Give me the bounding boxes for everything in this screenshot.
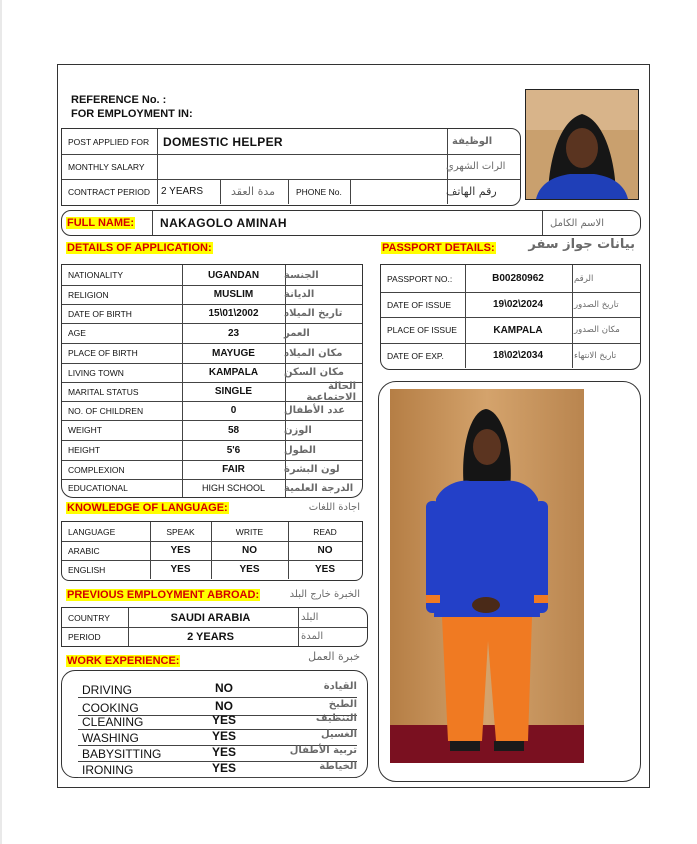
passport-value-3: 18\02\2034: [492, 350, 544, 361]
work-title-ar: خبرة العمل: [308, 650, 360, 663]
language-row-0: [62, 541, 362, 561]
previous-label-1: PERIOD: [68, 631, 101, 642]
portrait-illustration: [526, 90, 638, 199]
passport-label-3: DATE OF EXP.: [387, 350, 444, 361]
language-divider-0-3: [288, 541, 289, 560]
work-ar-5: الخياطة: [319, 761, 357, 772]
reference-label: REFERENCE No. :: [71, 94, 167, 106]
portrait-photo: [525, 89, 639, 200]
application-value-8: 58: [227, 424, 240, 436]
passport-row-0: [381, 265, 640, 293]
passport-label-2: PLACE OF ISSUE: [387, 325, 457, 335]
application-ar-3: العمر: [284, 327, 310, 339]
post-value: DOMESTIC HELPER: [163, 134, 283, 149]
post-label: POST APPLIED FOR: [68, 136, 150, 147]
work-underline-5: [78, 777, 357, 778]
passport-ar-0: الرقم: [574, 273, 594, 284]
application-value-1: MUSLIM: [213, 289, 254, 300]
language-lang-0: ARABIC: [68, 545, 100, 556]
passport-row-2: [381, 317, 640, 344]
application-value-7: 0: [230, 405, 237, 416]
employment-label: FOR EMPLOYMENT IN:: [71, 108, 193, 120]
language-title-wrap: [66, 502, 229, 514]
phone-label: PHONE No.: [296, 186, 342, 197]
passport-value-1: 19\02\2024: [492, 299, 544, 310]
application-label-7: NO. OF CHILDREN: [68, 405, 144, 416]
application-ar-8: الوزن: [284, 424, 312, 436]
application-ar-10: لون البشرة: [284, 464, 340, 475]
application-label-8: WEIGHT: [68, 425, 102, 435]
post-row: [62, 129, 520, 155]
application-row-10: [62, 460, 362, 480]
application-label-6: MARITAL STATUS: [68, 386, 139, 397]
salary-ar: الرات الشهري: [446, 161, 506, 172]
application-value-10: FAIR: [222, 464, 245, 475]
previous-label-0: COUNTRY: [68, 612, 110, 623]
application-label-0: NATIONALITY: [68, 270, 124, 280]
work-value-5: YES: [212, 761, 237, 775]
application-label-1: RELIGION: [68, 289, 109, 300]
language-lang-1: ENGLISH: [68, 564, 106, 575]
contract-row: [62, 179, 520, 204]
previous-title-wrap: [66, 589, 260, 601]
phone-ar: رقم الهاتف: [446, 185, 497, 198]
application-ar-6: الحالة الاجتماعية: [306, 380, 356, 403]
passport-table: [380, 264, 641, 370]
language-speak-0: YES: [170, 545, 191, 556]
application-ar-1: الديانة: [284, 289, 315, 300]
work-ar-4: تربية الأطفال: [289, 745, 357, 756]
application-row-9: [62, 440, 362, 461]
work-value-0: NO: [215, 681, 233, 695]
application-value-5: KAMPALA: [208, 367, 259, 378]
passport-row-3: [381, 343, 640, 368]
previous-table: [61, 607, 368, 647]
full-name-box: [61, 210, 641, 236]
application-ar-11: الدرجة العلمية: [284, 482, 354, 494]
previous-divider-b-0: [298, 608, 299, 627]
application-ar-7: عدد الأطفال: [284, 405, 346, 416]
work-label-4: BABYSITTING: [82, 747, 162, 761]
application-ar-0: الجنسة: [284, 269, 319, 281]
passport-ar-3: تاريخ الانتهاء: [574, 350, 617, 361]
work-title: WORK EXPERIENCE:: [67, 655, 180, 667]
language-header-divider-2: [211, 522, 212, 541]
work-label-5: IRONING: [82, 763, 134, 777]
application-row-3: [62, 323, 362, 344]
passport-title: PASSPORT DETAILS:: [382, 242, 495, 254]
language-header-3: READ: [313, 526, 337, 537]
language-header-1: SPEAK: [166, 526, 195, 537]
full-name-label-wrap: [66, 211, 135, 235]
application-value-3: 23: [227, 327, 240, 339]
application-row-0: [62, 265, 362, 286]
language-title-ar: اجادة اللغات: [308, 502, 360, 513]
application-table: [61, 264, 363, 498]
passport-divider-b-3: [572, 343, 573, 368]
language-divider-0-1: [150, 541, 151, 560]
previous-divider-b-1: [298, 627, 299, 646]
work-ar-0: القيادة: [323, 681, 357, 692]
work-underline-0: [78, 697, 357, 698]
application-title-wrap: [66, 242, 213, 254]
passport-ar-1: تاريخ الصدور: [574, 299, 619, 310]
application-value-0: UGANDAN: [207, 269, 260, 281]
full-body-illustration: [390, 389, 584, 763]
work-label-1: COOKING: [82, 701, 139, 715]
language-write-0: NO: [242, 545, 257, 556]
language-header-2: WRITE: [235, 526, 264, 537]
passport-title-ar: بيانات جواز سفر: [528, 237, 635, 252]
application-row-2: [62, 304, 362, 324]
application-ar-4: مكان الميلاد: [284, 347, 343, 359]
language-divider-1-1: [150, 560, 151, 579]
passport-value-0: B00280962: [492, 273, 544, 284]
work-label-0: DRIVING: [82, 683, 133, 697]
language-header-0: LANGUAGE: [68, 526, 116, 537]
passport-divider-b-1: [572, 292, 573, 317]
full-body-photo: [390, 389, 584, 763]
work-value-2: YES: [212, 713, 237, 727]
work-value-3: YES: [212, 729, 237, 743]
post-ar: الوظيفة: [452, 136, 493, 147]
work-title-wrap: [66, 655, 180, 667]
job-info-box: [61, 128, 521, 206]
application-row-6: [62, 382, 362, 402]
full-name-ar: الاسم الكامل: [550, 217, 605, 229]
language-write-1: YES: [239, 564, 260, 575]
passport-row-1: [381, 292, 640, 318]
application-ar-9: الطول: [284, 444, 316, 456]
application-ar-5: مكان السكن: [284, 367, 344, 378]
language-header-row: [62, 522, 362, 542]
application-row-4: [62, 343, 362, 364]
language-read-0: NO: [317, 545, 333, 556]
previous-ar-1: المدة: [301, 631, 324, 642]
work-label-2: CLEANING: [82, 715, 144, 729]
passport-value-2: KAMPALA: [493, 324, 543, 336]
application-value-9: 5'6: [226, 444, 241, 456]
application-row-7: [62, 401, 362, 421]
previous-ar-0: البلد: [301, 612, 319, 623]
work-value-1: NO: [215, 699, 233, 713]
work-table: [61, 670, 368, 778]
language-header-divider-1: [150, 522, 151, 541]
application-label-11: EDUCATIONAL: [68, 483, 128, 493]
full-name-value: NAKAGOLO AMINAH: [160, 216, 287, 230]
application-label-3: AGE: [68, 328, 86, 338]
application-row-1: [62, 285, 362, 305]
passport-divider-b-2: [572, 317, 573, 343]
language-title: KNOWLEDGE OF LANGUAGE:: [67, 502, 228, 514]
application-label-5: LIVING TOWN: [68, 367, 124, 378]
salary-row: [62, 154, 520, 180]
salary-label: MONTHLY SALARY: [68, 161, 145, 172]
application-label-4: PLACE OF BIRTH: [68, 348, 138, 358]
application-value-4: MAYUGE: [212, 347, 255, 359]
application-row-11: [62, 479, 362, 497]
reference-block: [71, 93, 193, 121]
contract-label: CONTRACT PERIOD: [68, 186, 151, 197]
work-ar-1: الطبخ: [328, 699, 357, 710]
language-speak-1: YES: [170, 564, 191, 575]
previous-row-1: [62, 627, 367, 646]
language-read-1: YES: [314, 564, 335, 575]
contract-ar: مدة العقد: [231, 185, 275, 198]
application-ar-2: تاريخ الميلاد: [284, 308, 343, 319]
work-value-4: YES: [212, 745, 237, 759]
application-value-2: 15\01\2002: [208, 308, 259, 319]
passport-label-0: PASSPORT NO.:: [387, 273, 453, 284]
work-ar-3: الغسيل: [320, 729, 357, 740]
passport-divider-b-0: [572, 265, 573, 292]
application-title: DETAILS OF APPLICATION:: [67, 242, 212, 254]
contract-value: 2 YEARS: [161, 186, 204, 197]
application-row-8: [62, 420, 362, 441]
previous-value-1: 2 YEARS: [187, 630, 234, 643]
application-label-10: COMPLEXION: [68, 464, 125, 475]
application-label-9: HEIGHT: [68, 445, 101, 455]
passport-label-1: DATE OF ISSUE: [387, 299, 452, 310]
language-divider-0-2: [211, 541, 212, 560]
passport-title-wrap: [381, 242, 496, 254]
language-table: [61, 521, 363, 581]
language-divider-1-2: [211, 560, 212, 579]
application-value-11: HIGH SCHOOL: [201, 483, 265, 493]
full-name-label: FULL NAME:: [67, 217, 135, 229]
previous-row-0: [62, 608, 367, 628]
passport-ar-2: مكان الصدور: [574, 325, 620, 335]
language-row-1: [62, 560, 362, 579]
work-label-3: WASHING: [82, 731, 139, 745]
application-value-6: SINGLE: [214, 386, 253, 397]
previous-title: PREVIOUS EMPLOYMENT ABROAD:: [67, 589, 260, 601]
language-divider-1-3: [288, 560, 289, 579]
work-ar-2: التنظيف: [315, 713, 357, 724]
previous-value-0: SAUDI ARABIA: [170, 611, 251, 624]
language-header-divider-3: [288, 522, 289, 541]
application-label-2: DATE OF BIRTH: [68, 308, 132, 319]
previous-title-ar: الخبرة خارج البلد: [289, 589, 360, 600]
